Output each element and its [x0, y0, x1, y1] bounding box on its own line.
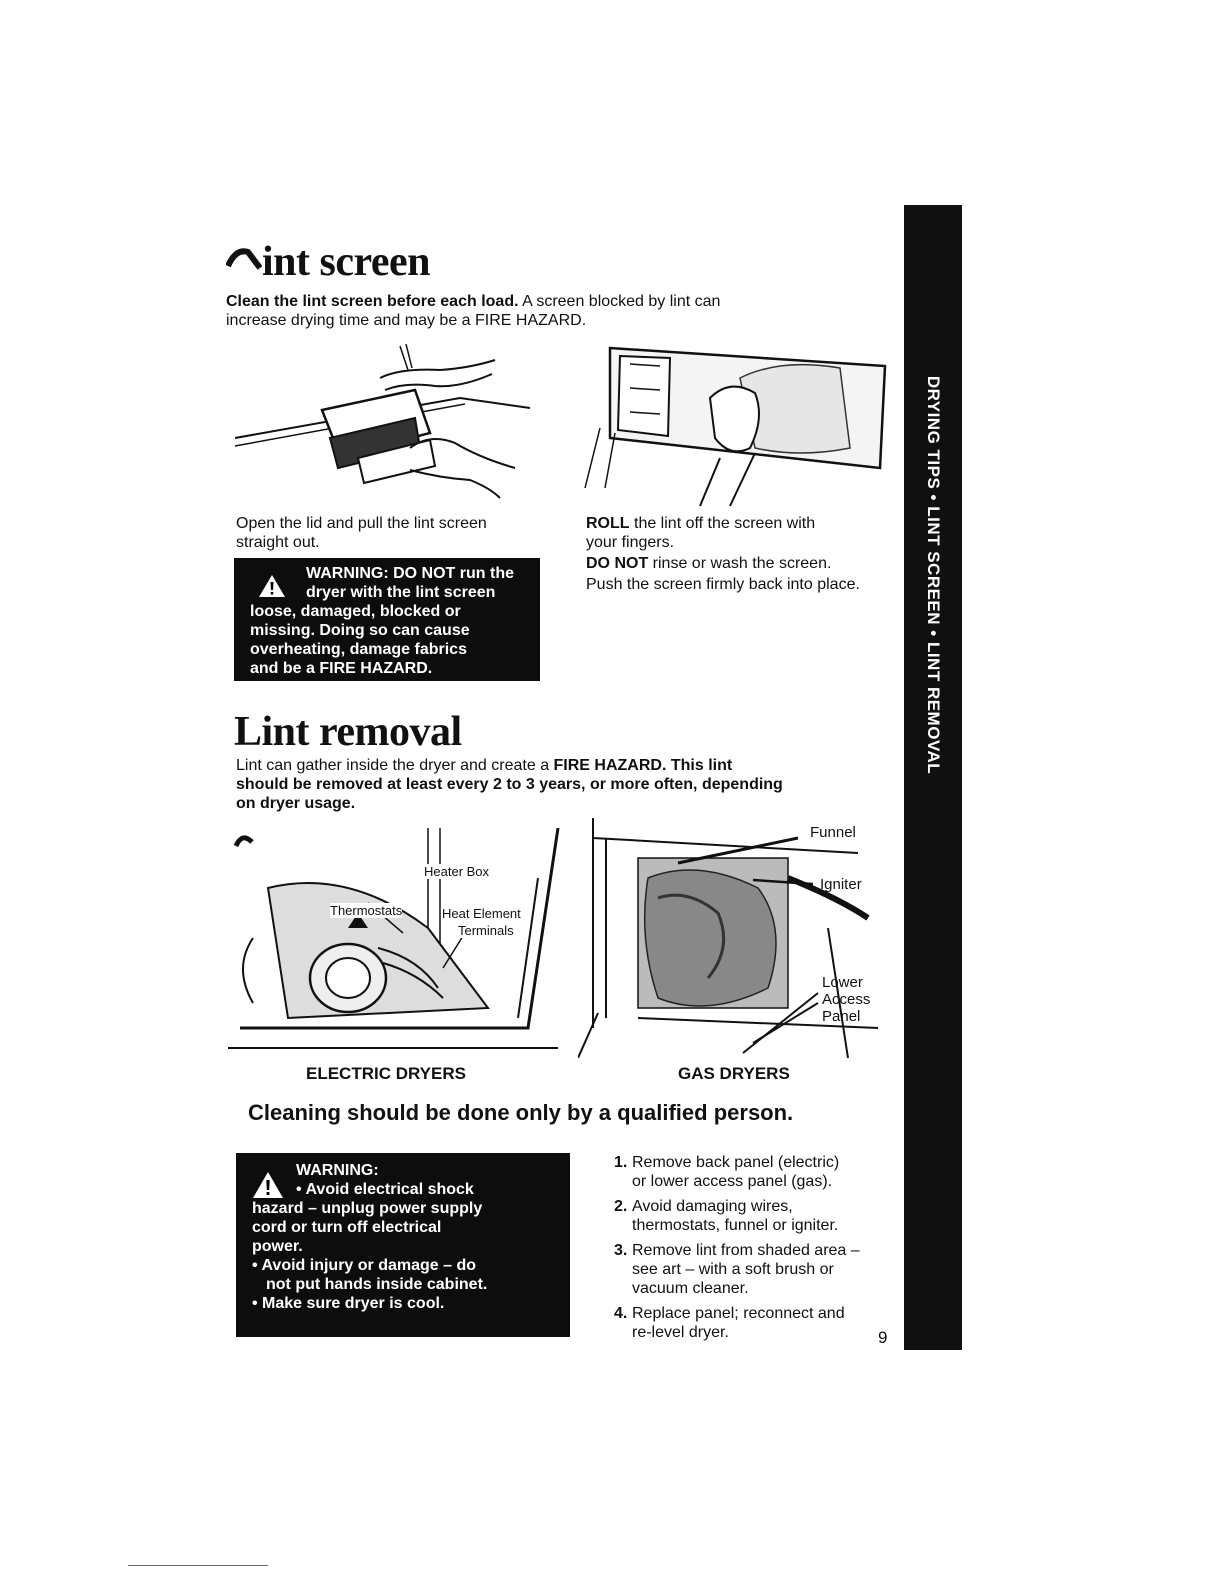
warning-line: dryer with the lint screen — [306, 584, 496, 601]
pull-caption-line: Open the lid and pull the lint screen — [236, 515, 487, 532]
donot-rest: rinse or wash the screen. — [648, 555, 832, 572]
label-access: Access — [822, 991, 871, 1008]
push-line: Push the screen firmly back into place. — [586, 576, 860, 593]
step-line: see art – with a soft brush or — [632, 1261, 834, 1278]
roll-line2: your fingers. — [586, 534, 675, 551]
step-line: vacuum cleaner. — [632, 1280, 749, 1297]
step-item — [614, 1241, 904, 1298]
warning-line: • Avoid electrical shock — [296, 1181, 474, 1198]
removal-intro-plain: Lint can gather inside the dryer and create a — [236, 757, 554, 774]
removal-intro-line2: should be removed at least every 2 to 3 years, or more often, depending — [236, 776, 783, 793]
side-tab-text: DRYING TIPS • LINT SCREEN • LINT REMOVAL — [924, 375, 943, 775]
warning-line: • Avoid injury or damage – do — [252, 1257, 477, 1274]
step-line: Remove lint from shaded area – — [632, 1242, 860, 1259]
warning-triangle-icon — [258, 574, 286, 598]
warning-triangle-icon — [252, 1171, 284, 1199]
roll-lint-caption — [586, 514, 906, 594]
step-item — [614, 1153, 904, 1191]
step-number: 3. — [614, 1242, 628, 1259]
step-item — [614, 1304, 904, 1342]
label-lower: Lower — [822, 974, 863, 991]
pull-caption-line: straight out. — [236, 534, 320, 551]
label-thermostats: Thermostats — [330, 903, 403, 918]
step-item — [614, 1197, 904, 1235]
step-line: Remove back panel (electric) — [632, 1154, 840, 1171]
side-tab — [904, 205, 962, 1350]
side-tab-label-block — [904, 230, 962, 920]
label-igniter: Igniter — [820, 876, 862, 893]
roll-lint-illustration — [580, 338, 890, 508]
electric-dryer-illustration — [228, 828, 578, 1058]
warning-line: • Make sure dryer is cool. — [252, 1295, 445, 1312]
lint-screen-title: int screen — [262, 239, 431, 285]
removal-intro-line3: on dryer usage. — [236, 795, 356, 812]
warning-line: overheating, damage fabrics — [250, 641, 467, 658]
roll-rest: the lint off the screen with — [629, 515, 816, 532]
intro-line2: increase drying time and may be a FIRE HAZARD. — [226, 312, 587, 329]
step-line: thermostats, funnel or igniter. — [632, 1217, 839, 1234]
page-number: 9 — [878, 1328, 888, 1347]
lint-screen-intro — [226, 292, 886, 330]
warning-line: missing. Doing so can cause — [250, 622, 470, 639]
warning-line: loose, damaged, blocked or — [250, 603, 461, 620]
step-number: 4. — [614, 1305, 628, 1322]
removal-intro-bold: FIRE HAZARD. This lint — [553, 757, 733, 774]
warning-line: hazard – unplug power supply — [252, 1200, 483, 1217]
label-terminals: Terminals — [458, 923, 514, 938]
warning-line: and be a FIRE HAZARD. — [250, 660, 433, 677]
warning-line: power. — [252, 1238, 303, 1255]
warning-line: cord or turn off electrical — [252, 1219, 442, 1236]
label-heat-element: Heat Element — [442, 906, 521, 921]
gas-dryer-illustration — [578, 818, 888, 1058]
step-number: 1. — [614, 1154, 628, 1171]
lint-removal-title: Lint removal — [234, 709, 462, 755]
pull-screen-illustration — [230, 338, 540, 508]
lint-removal-intro — [236, 756, 876, 813]
warning-line: WARNING: DO NOT run the — [306, 565, 514, 582]
torn-letter-icon — [226, 244, 262, 274]
label-heater-box: Heater Box — [424, 864, 490, 879]
warning-line: not put hands inside cabinet. — [266, 1276, 488, 1293]
footer-rule — [128, 1565, 268, 1566]
roll-bold: ROLL — [586, 515, 630, 532]
label-funnel: Funnel — [810, 824, 856, 841]
step-line: Avoid damaging wires, — [632, 1198, 793, 1215]
qualified-person-heading: Cleaning should be done only by a qualified person. — [248, 1100, 794, 1125]
lint-screen-warning — [234, 558, 540, 681]
cleaning-steps — [614, 1153, 904, 1348]
donot-bold: DO NOT — [586, 555, 649, 572]
intro-bold: Clean the lint screen before each load. — [226, 293, 519, 310]
warning-title: WARNING: — [296, 1162, 379, 1179]
step-line: or lower access panel (gas). — [632, 1173, 833, 1190]
gas-dryers-caption: GAS DRYERS — [678, 1064, 790, 1083]
step-line: Replace panel; reconnect and — [632, 1305, 845, 1322]
lint-removal-warning — [236, 1153, 570, 1337]
intro-rest: A screen blocked by lint can — [518, 293, 721, 310]
pull-screen-caption — [236, 514, 556, 552]
step-line: re-level dryer. — [632, 1324, 729, 1341]
label-panel: Panel — [822, 1008, 861, 1025]
electric-dryers-caption: ELECTRIC DRYERS — [306, 1064, 466, 1083]
step-number: 2. — [614, 1198, 628, 1215]
